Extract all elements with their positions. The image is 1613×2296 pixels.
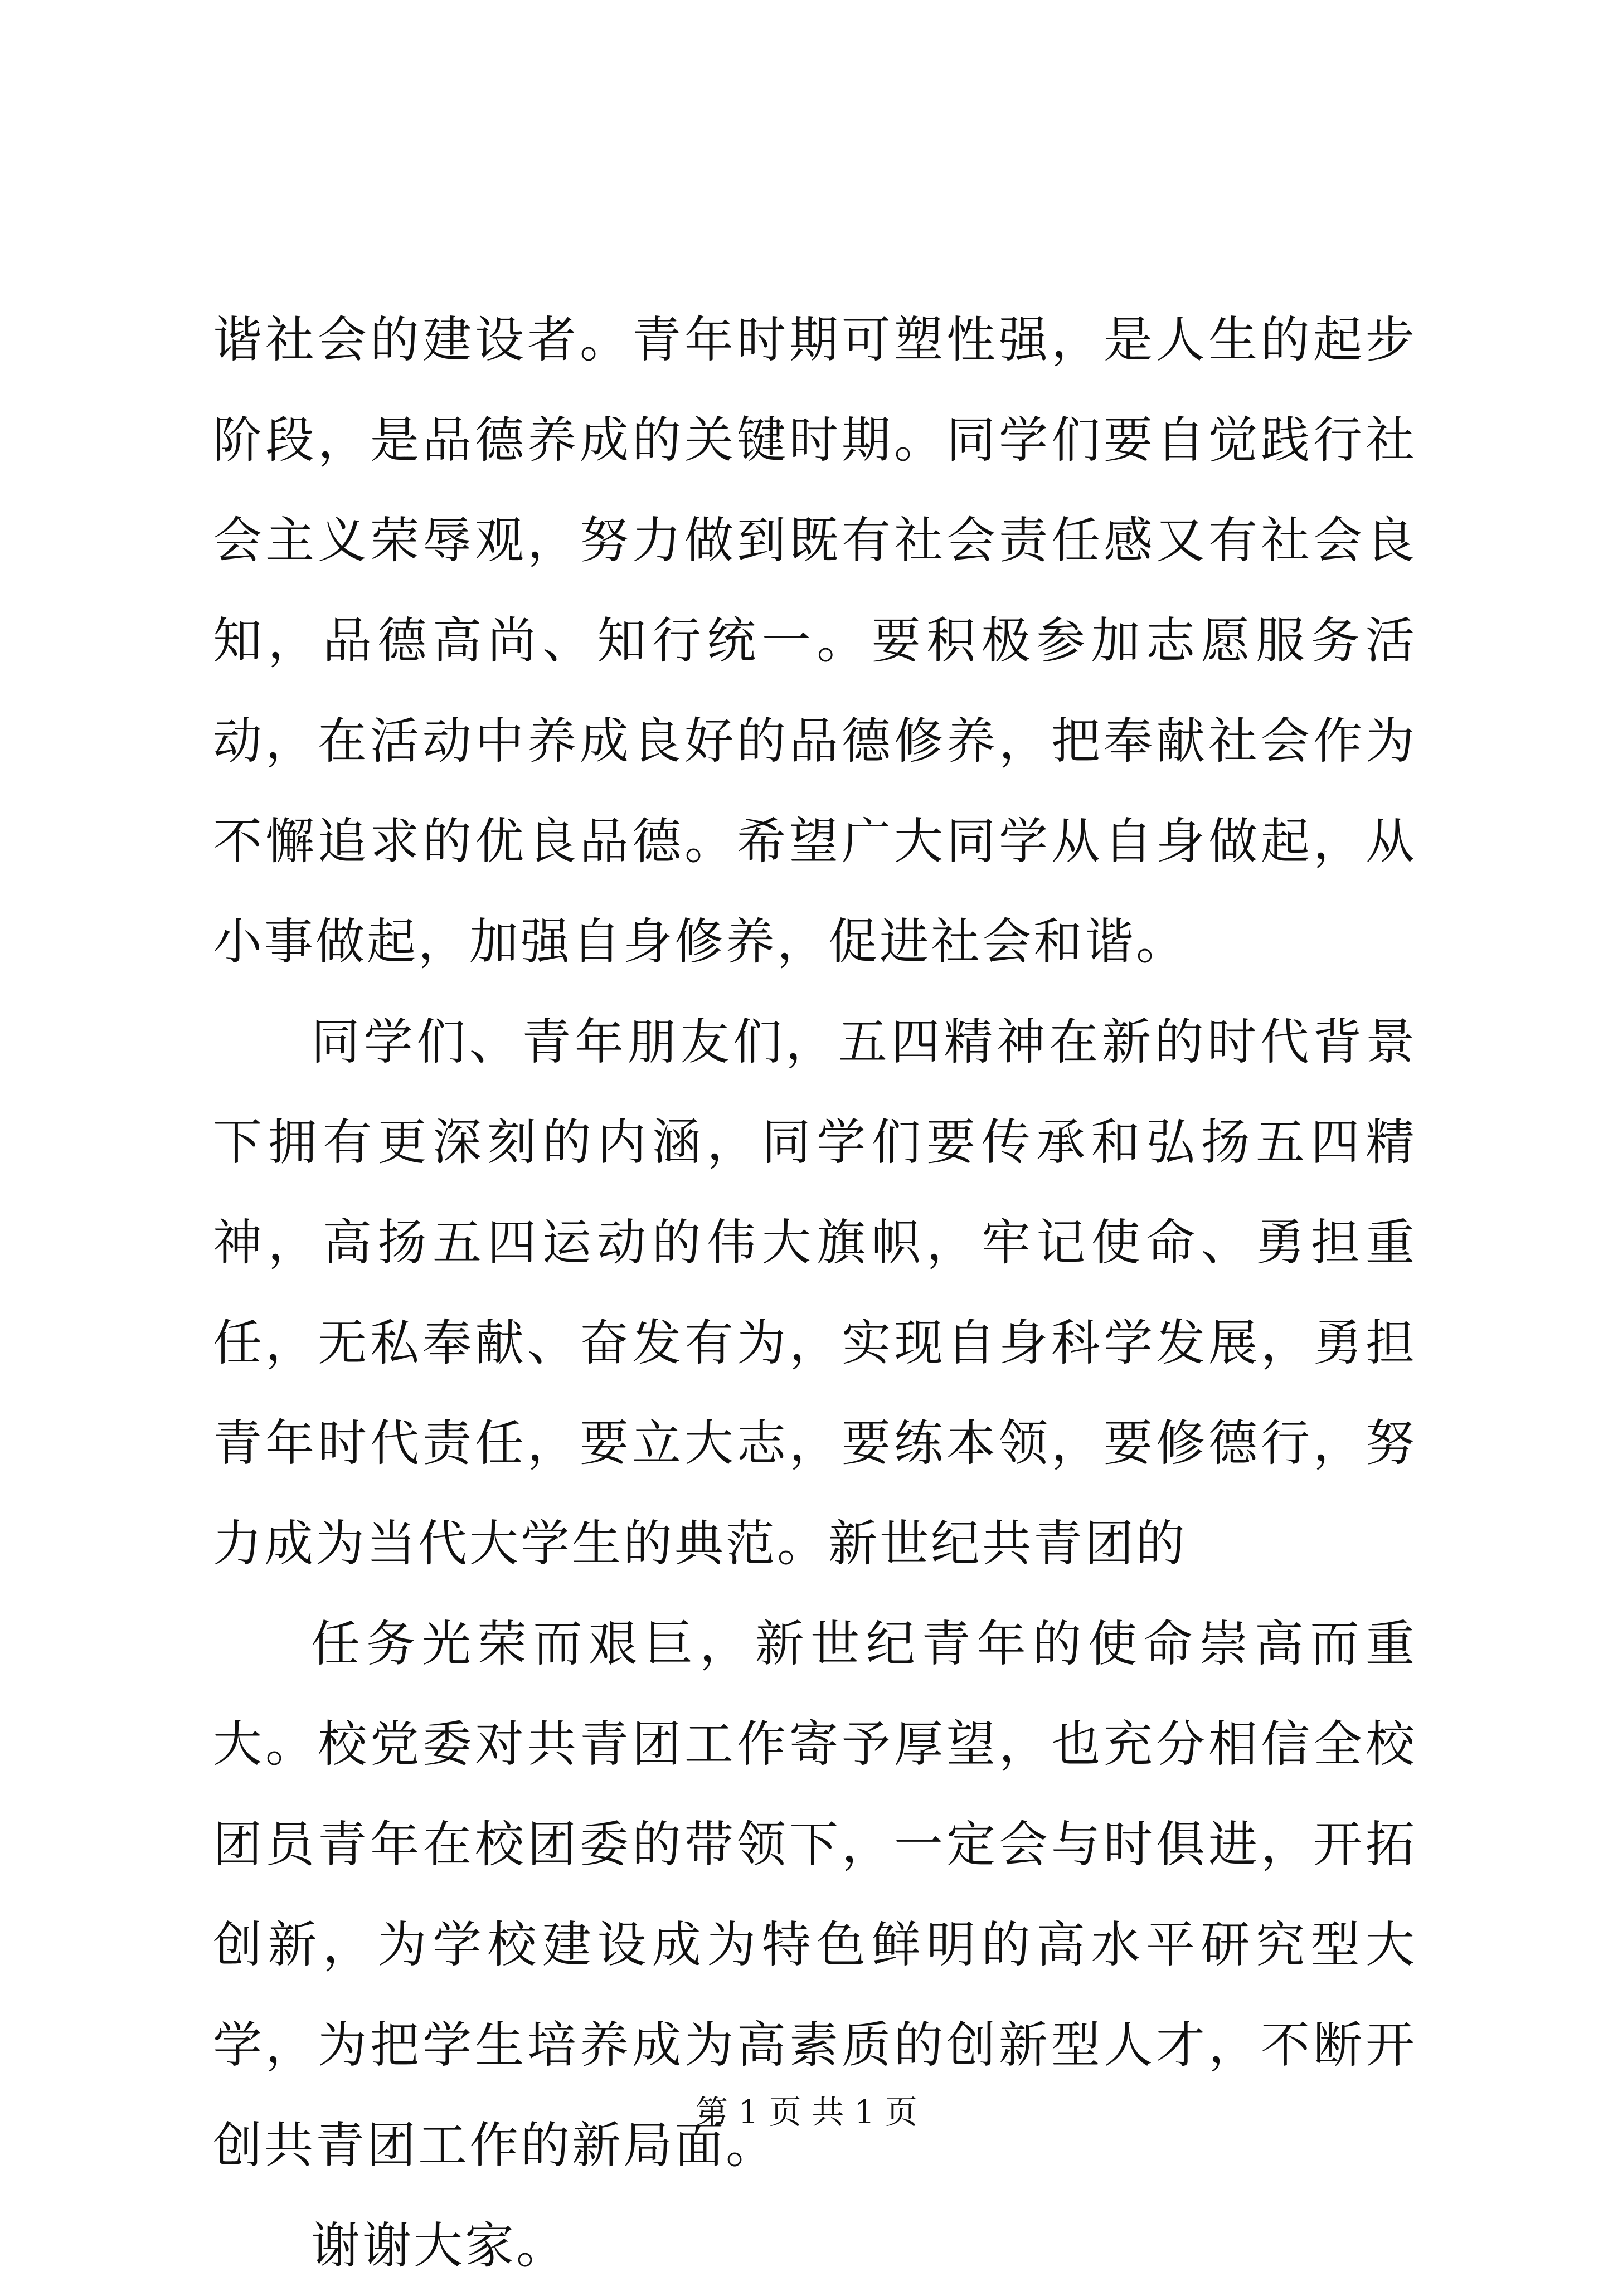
- document-body: [213, 290, 1417, 2296]
- page-number-footer: 第 1 页 共 1 页: [696, 2093, 917, 2131]
- paragraph-wusi-spirit: 同学们、青年朋友们，五四精神在新的时代背景下拥有更深刻的内涵，同学们要传承和弘扬五四精神，高扬五四运动的伟大旗帜，牢记使命、勇担重任，无私奉献、奋发有为，实现自身科学发展，勇担青年时代责任，要立大志，要练本领，要修德行，努力成为当代大学生的典范。新世纪共青团的: [213, 1013, 1417, 1572]
- paragraph-closing: 谢谢大家。: [311, 2217, 568, 2274]
- paragraph-continuation: 谐社会的建设者。青年时期可塑性强，是人生的起步阶段，是品德养成的关键时期。同学们要自觉践行社会主义荣辱观，努力做到既有社会责任感又有社会良知，品德高尚、知行统一。要积极参加志愿服务活动，在活动中养成良好的品德修养，把奉献社会作为不懈追求的优良品德。希望广大同学从自身做起，从小事做起，加强自身修养，促进社会和谐。: [213, 311, 1417, 970]
- paragraph-league-mission: 任务光荣而艰巨，新世纪青年的使命崇高而重大。校党委对共青团工作寄予厚望，也充分相信全校团员青年在校团委的带领下，一定会与时俱进，开拓创新，为学校建设成为特色鲜明的高水平研究型大学，为把学生培养成为高素质的创新型人才，不断开创共青团工作的新局面。: [213, 1615, 1417, 2174]
